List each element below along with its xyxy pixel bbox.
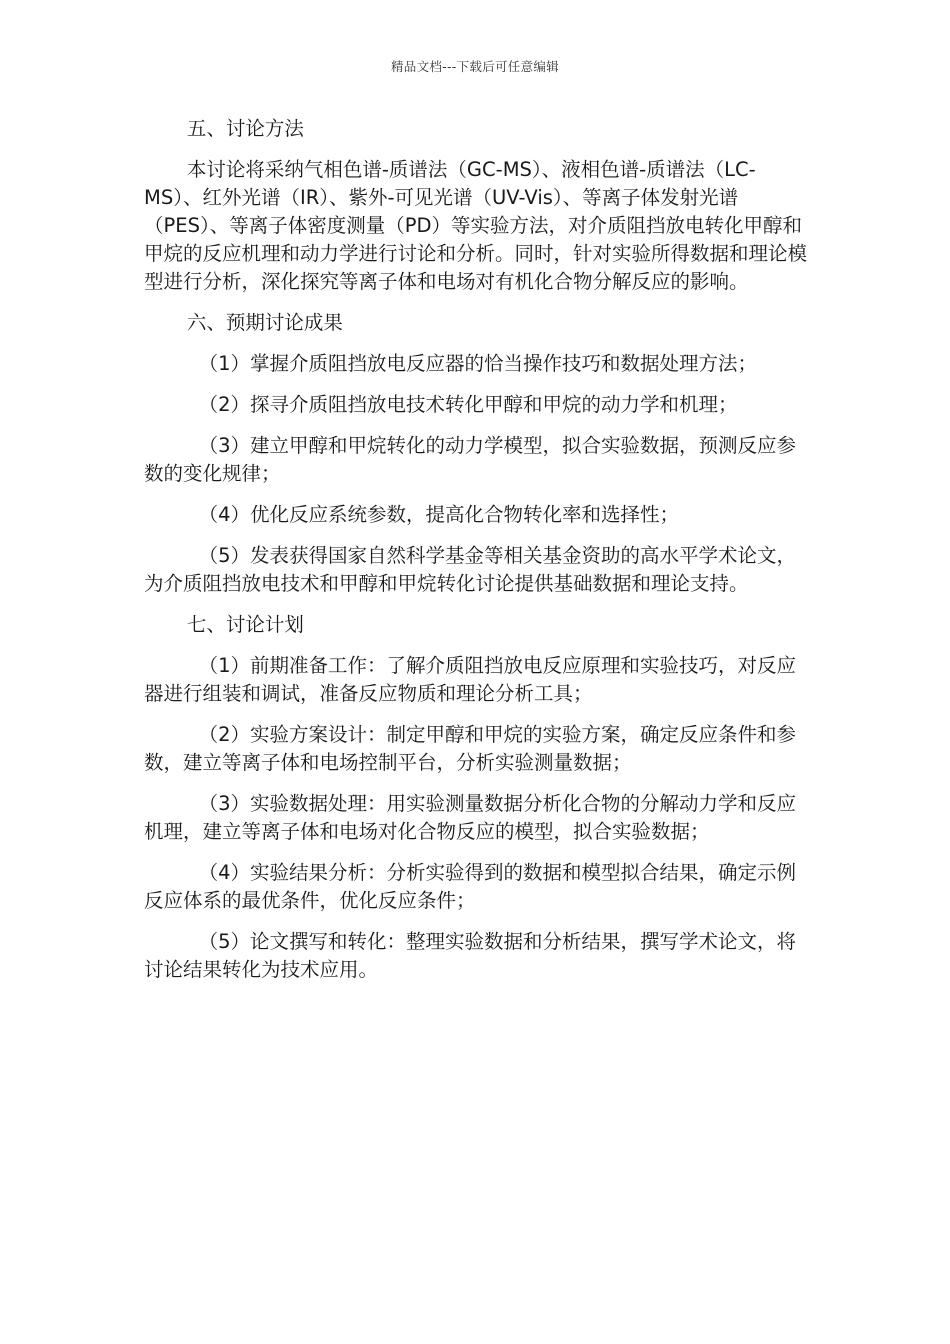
expected-result-item: （4）优化反应系统参数，提高化合物转化率和选择性；	[198, 503, 680, 526]
document-body	[144, 115, 809, 997]
plan-item: （5）论文撰写和转化：整理实验数据和分析结果，撰写学术论文，将讨论结果转化为技术应用。	[144, 930, 797, 981]
expected-result-item: （1）掌握介质阻挡放电反应器的恰当操作技巧和数据处理方法；	[198, 352, 758, 375]
expected-result-item: （3）建立甲醇和甲烷转化的动力学模型，拟合实验数据，预测反应参数的变化规律；	[144, 434, 797, 485]
expected-result-item: （2）探寻介质阻挡放电技术转化甲醇和甲烷的动力学和机理；	[198, 393, 738, 416]
plan-item: （1）前期准备工作：了解介质阻挡放电反应原理和实验技巧，对反应器进行组装和调试，准备反应物质和理论分析工具；	[144, 654, 797, 705]
expected-result-item: （5）发表获得国家自然科学基金等相关基金资助的高水平学术论文，为介质阻挡放电技术和甲醇和甲烷转化讨论提供基础数据和理论支持。	[144, 544, 797, 595]
section-heading-methods: 五、讨论方法	[186, 117, 304, 140]
plan-item: （2）实验方案设计：制定甲醇和甲烷的实验方案，确定反应条件和参数，建立等离子体和电场控制平台，分析实验测量数据；	[144, 723, 797, 774]
plan-item: （3）实验数据处理：用实验测量数据分析化合物的分解动力学和反应机理，建立等离子体和电场对化合物反应的模型，拟合实验数据；	[144, 792, 797, 843]
section-heading-expected-results: 六、预期讨论成果	[186, 311, 343, 334]
plan-item: （4）实验结果分析：分析实验得到的数据和模型拟合结果，确定示例反应体系的最优条件，优化反应条件；	[144, 861, 797, 912]
page-header: 精品文档---下载后可任意编辑	[390, 59, 560, 74]
section-heading-plan: 七、讨论计划	[186, 613, 304, 636]
methods-paragraph: 本讨论将采纳气相色谱-质谱法（GC-MS）、液相色谱-质谱法（LC-MS）、红外光谱（IR）、紫外-可见光谱（UV-Vis）、等离子体发射光谱（PES）、等离子体密度测量（PD）等实验方法，对介质阻挡放电转化甲醇和甲烷的反应机理和动力学进行讨论和分析。同时，针对实验所得数据和理论模型进行分析，深化探究等离子体和电场对有机化合物分解反应的影响。	[144, 158, 808, 293]
